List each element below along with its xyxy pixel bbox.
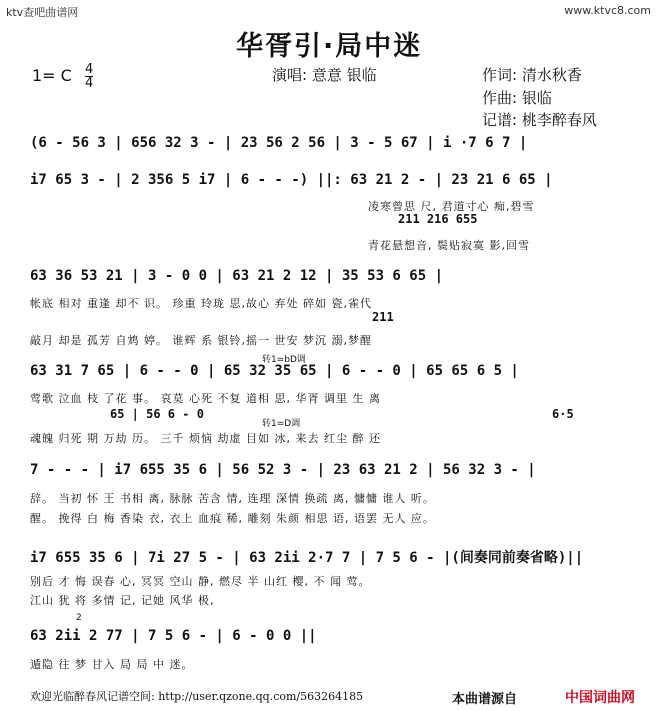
- lyric-row-3b: 敲月 却是 孤芳 自鸩 婷。 谁辉 系 银铃,摇一 世安 梦沉 溺,梦醒: [30, 334, 372, 347]
- time-numerator: 4: [84, 62, 94, 77]
- key-text: 1= C: [32, 66, 72, 85]
- watermark-right: www.ktvc8.com: [564, 4, 651, 17]
- time-signature: [85, 63, 93, 90]
- score-row-6: i7 655 35 6 | 7i 27 5 - | 63 2ii 2·7 7 | 7 5 6 - |(间奏同前奏省略)||: [30, 550, 584, 566]
- lyricist-credit: 作词: 清水秋香: [482, 66, 582, 84]
- variant-notes-row-4: 65 | 56 6 - 0: [110, 407, 204, 421]
- lyric-row-6b: 江山 犹 将 多情 记, 记她 风华 极,: [30, 594, 215, 607]
- lyric-row-2a: 凌寒曾思 尺, 君道寸心 痴,碧雪: [368, 200, 535, 213]
- variant-notes-row-3: 211: [372, 310, 394, 324]
- time-denominator: 4: [84, 76, 94, 91]
- lyric-row-2b: 青花悬想音, 鬓贴寂寞 影,回雪: [368, 239, 530, 252]
- score-row-7: 63 2ii 2 77 | 7 5 6 - | 6 - 0 0 ||: [30, 628, 317, 644]
- composer-credit: 作曲: 银临: [482, 89, 552, 107]
- singer-credit: 演唱: 意意 银临: [272, 66, 377, 84]
- score-row-1: (6 - 56 3 | 656 32 3 - | 23 56 2 56 | 3 - 5 67 | i ·7 6 7 |: [30, 135, 528, 151]
- variant-notes-row-2: 211 216 655: [398, 212, 478, 226]
- score-row-5: 7 - - - | i7 655 35 6 | 56 52 3 - | 23 63 21 2 | 56 32 3 - |: [30, 462, 536, 478]
- lyric-row-7: 遁隐 往 梦 甘入 局 局 中 迷。: [30, 658, 194, 671]
- lyric-row-3a: 帐底 相对 重逢 却不 识。 珍重 玲珑 思,故心 弃处 碎如 瓷,雀代: [30, 297, 372, 310]
- lyric-row-4a: 莺歌 泣血 枝 了花 事。 哀莫 心死 不复 道相 思, 华胥 调里 生 离: [30, 392, 381, 405]
- song-title: 华胥引·局中迷: [236, 31, 423, 62]
- site-logo: 中国词曲网: [565, 690, 635, 706]
- lyric-row-6a: 别后 才 悔 误春 心, 冥冥 空山 静, 燃尽 半 山红 樱, 不 闻 莺。: [30, 575, 371, 588]
- modulation-mark-2: 转1=D调: [262, 419, 301, 429]
- repeat-ending-mark: 2: [76, 613, 82, 623]
- lyric-row-5b: 醒。 挽得 白 梅 香染 衣, 衣上 血痕 稀, 雕刻 朱颜 相思 语, 语罢 无人 应。: [30, 512, 435, 525]
- transcriber-credit: 记谱: 桃李醉春风: [482, 111, 597, 129]
- transcriber-url: 欢迎光临醉春风记谱空间: http://user.qzone.qq.com/563264185: [30, 690, 364, 703]
- modulation-mark-1: 转1=bD调: [262, 355, 306, 365]
- score-row-4: 63 31 7 65 | 6 - - 0 | 65 32 35 65 | 6 - - 0 | 65 65 6 5 |: [30, 363, 519, 379]
- score-row-2: i7 65 3 - | 2 356 5 i7 | 6 - - -) ||: 63 21 2 - | 23 21 6 65 |: [30, 172, 553, 188]
- lyric-row-4b: 魂魄 归死 期 万劫 历。 三千 烦恼 劫虚 目如 冰, 来去 红尘 醉 还: [30, 432, 381, 445]
- watermark-left: ktv查吧曲谱网: [6, 6, 79, 19]
- score-row-3: 63 36 53 21 | 3 - 0 0 | 63 21 2 12 | 35 53 6 65 |: [30, 268, 444, 284]
- key-signature: [32, 63, 93, 90]
- source-label: 本曲谱源自: [452, 692, 518, 707]
- variant-notes-row-4b: 6·5: [552, 407, 574, 421]
- lyric-row-5a: 辞。 当初 怀 王 书相 离, 脉脉 苦含 情, 连理 深情 换疏 离, 慵慵 谁人 听。: [30, 492, 435, 505]
